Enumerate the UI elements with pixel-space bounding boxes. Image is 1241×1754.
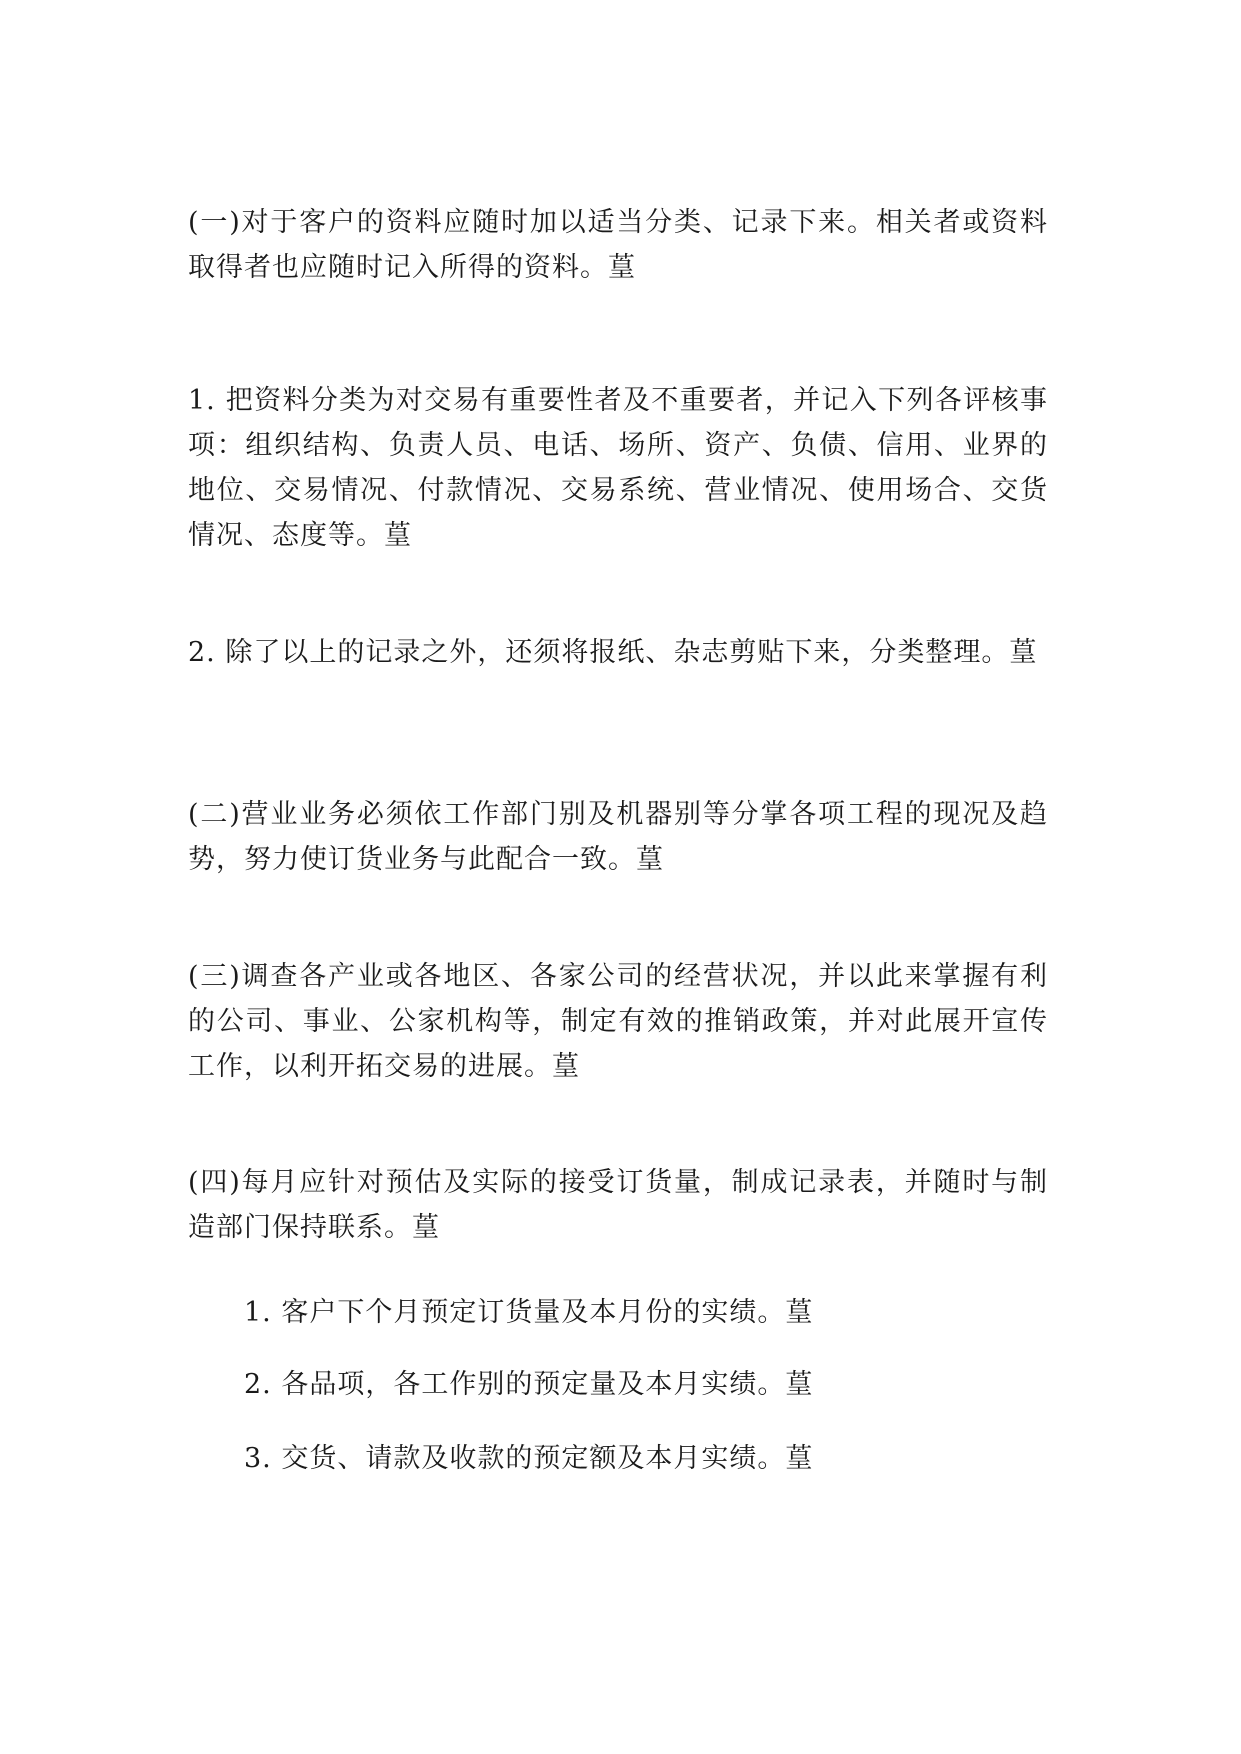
- list-item-3: 3. 交货、请款及收款的预定额及本月实绩。葟: [244, 1443, 814, 1474]
- paragraph-5: (三)调查各产业或各地区、各家公司的经营状况，并以此来掌握有利的公司、事业、公家机构等，制定有效的推销政策，并对此展开宣传工作，以利开拓交易的进展。葟: [188, 961, 1048, 1082]
- paragraph-3: 2. 除了以上的记录之外，还须将报纸、杂志剪贴下来，分类整理。葟: [188, 637, 1038, 668]
- list-item-1: 1. 客户下个月预定订货量及本月份的实绩。葟: [244, 1297, 814, 1328]
- paragraph-1: (一)对于客户的资料应随时加以适当分类、记录下来。相关者或资料取得者也应随时记入所得的资料。葟: [188, 207, 1048, 283]
- paragraph-4: (二)营业业务必须依工作部门别及机器别等分掌各项工程的现况及趋势，努力使订货业务与此配合一致。葟: [188, 799, 1048, 875]
- list-item-2: 2. 各品项，各工作别的预定量及本月实绩。葟: [244, 1369, 814, 1400]
- paragraph-2: 1. 把资料分类为对交易有重要性者及不重要者，并记入下列各评核事项：组织结构、负责人员、电话、场所、资产、负债、信用、业界的地位、交易情况、付款情况、交易系统、营业情况、使用场合、交货情况、态度等。葟: [188, 385, 1048, 551]
- paragraph-6: (四)每月应针对预估及实际的接受订货量，制成记录表，并随时与制造部门保持联系。葟: [188, 1167, 1048, 1243]
